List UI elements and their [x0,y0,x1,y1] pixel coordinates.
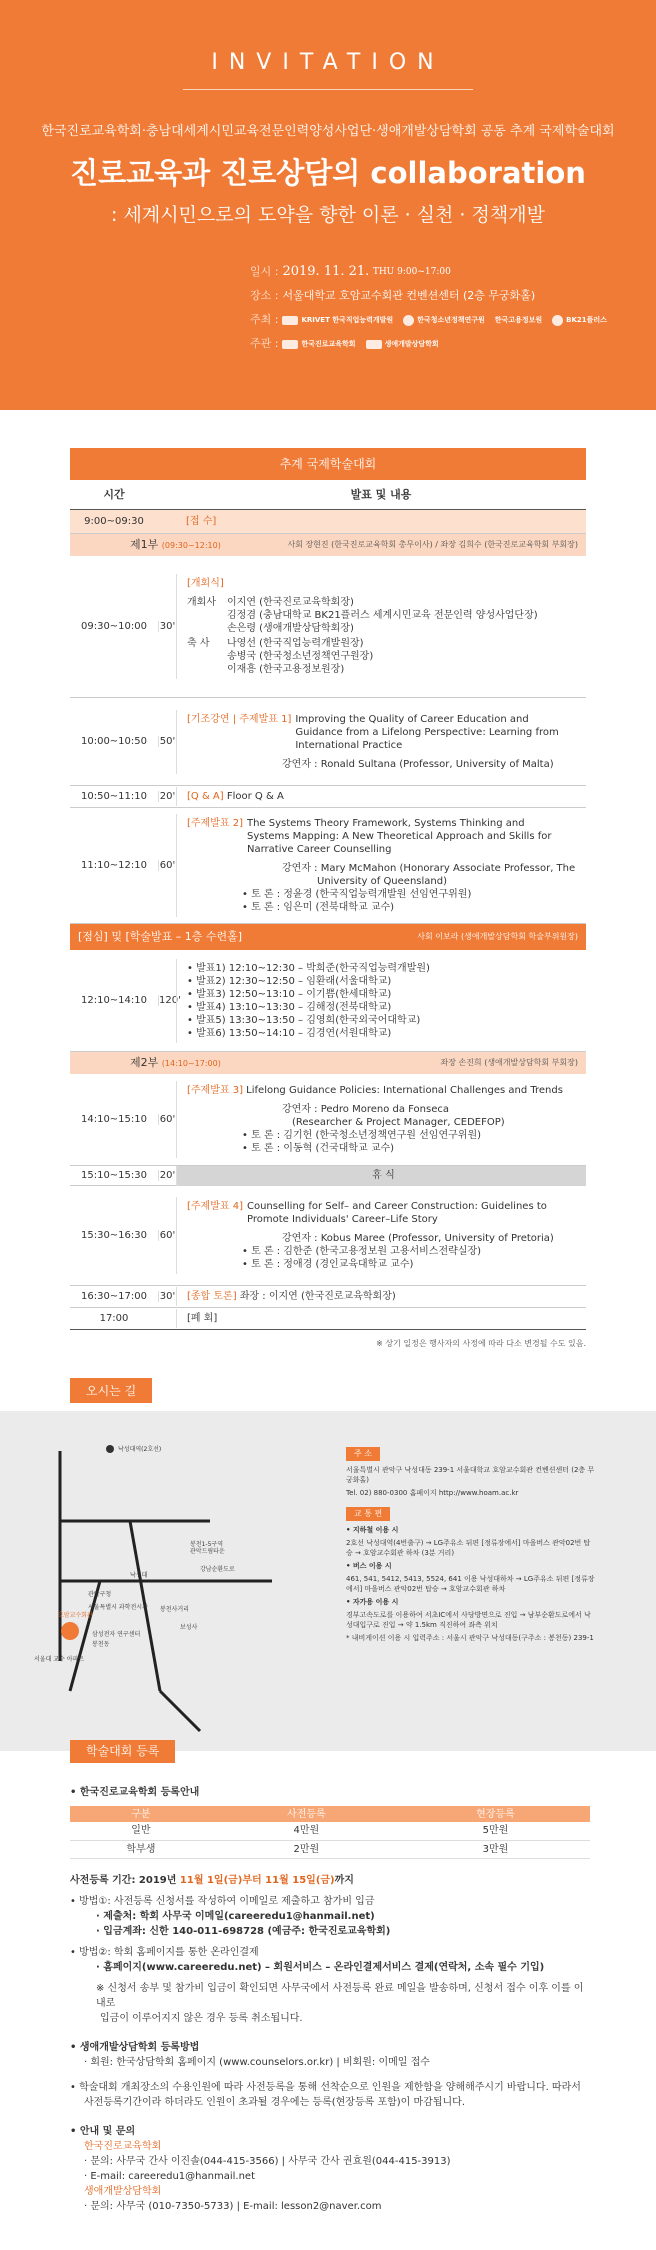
text: 사전등록 [212,1806,401,1822]
table-header [70,480,586,510]
text: 14:10~15:10 [80,1114,147,1125]
text: 16:30~17:00 [80,1291,147,1302]
text: 15:10~15:30 [80,1170,147,1181]
text: * 내비게이션 이용 시 입력주소 : 서울시 관악구 낙성대동(구주소 : 봉천동) 239-1 [346,1634,594,1642]
place-row [250,289,656,303]
map-label-station: 낙성대역(2호선) [118,1446,162,1453]
text: 강연자 : Mary McMahon (Honorary Associate Professor, The [282,863,576,874]
text: 생애개발상담학회 [84,2185,162,2197]
transport-heading: 교 통 편 [346,1507,390,1521]
period [70,1873,590,1888]
text: Promote Individuals' Career–Life Story [246,1214,438,1225]
text: 송병국 (한국청소년정책연구원장) [227,651,374,662]
text: 현장등록 [401,1806,590,1822]
date-row [250,265,656,279]
list-item: • 발표2) 12:30~12:50 – 임환래(서울대학교) [187,975,392,987]
text: 사회 이보라 (생애개발상담학회 학술부위원장) [417,932,578,941]
text: 10:00~10:50 [80,736,147,747]
map-label-samsung: 삼성전자 연구센터 [92,1631,141,1638]
directions-title: 오시는 길 [70,1378,152,1403]
address-contact: Tel. 02) 880-0300 홈페이지 http://www.hoam.ac.kr [346,1489,519,1497]
map-road [160,1691,200,1731]
list-item: • 발표1) 12:10~12:30 – 박희준(한국직업능력개발원) [187,962,430,974]
sponsor-label: 주최 : [250,313,279,326]
text: • 토 론 : 김한준 (한국고용정보원 고용서비스전략실장) [242,1246,482,1257]
text: International Practice [295,739,403,751]
text: ※ 신청서 송부 및 참가비 입금이 확인되면 사무국에서 사전등록 완료 메일을 발송하며, 신청서 접수 이후 이를 이내로 [96,1982,584,2009]
text: 60' [159,1230,176,1241]
text: 한국진로교육학회 [84,2140,162,2152]
table-row [70,1308,586,1330]
map-label-nakseongdae: 낙성대 [130,1572,148,1579]
col-time: 시간 [103,488,125,501]
text: 일반 [70,1822,212,1840]
host-logo [366,337,439,351]
text: • 토 론 : 김기헌 (한국청소년정책연구원 선임연구위원) [242,1130,482,1141]
text: 사전등록기간이라 하더라도 인원이 초과될 경우에는 등록(현장등록 포함)이 마감됩니다. [84,2096,465,2108]
directions-info [346,1441,596,1646]
map-label-crossroad: 봉천사거리 [160,1606,189,1613]
list-item: • 발표5) 13:30~13:50 – 김영희(한국외국어대학교) [187,1014,421,1026]
text: Counselling for Self– and Career Construction: Guidelines to [246,1201,547,1212]
text: 11:10~12:10 [80,860,147,871]
header-banner [0,0,656,410]
event-info [250,265,656,351]
text: 구분 [70,1806,212,1822]
map-label-gwanak: 봉천1-5구역 [190,1541,223,1548]
address-heading: 주 소 [346,1447,380,1461]
sponsor-logo [495,313,542,327]
text: (14:10~17:00) [161,1059,221,1068]
text: • 토 론 : 정애경 (경인교육대학교 교수) [242,1259,414,1270]
text: 12:10~14:10 [80,995,147,1006]
text: · 문의: 사무국 간사 이진솔(044-415-3566) | 사무국 간사 권효원(044-415-3913) [84,2155,451,2167]
text: 개회사 [187,597,216,608]
presentation-list [176,959,586,1043]
text: • 토 론 : 정윤경 (한국직업능력개발원 선임연구위원) [242,889,472,900]
text: [주제발표 2] [187,818,243,829]
text: 461, 541, 5412, 5413, 5524, 641 이용 낙성대하차 → LG주유소 뒤편 [정류장에서] 마을버스 관악02번 탑승 → 호암교수회관 하차 [346,1575,595,1593]
list-item: • 발표4) 13:10~13:30 – 김해정(전북대학교) [187,1001,392,1013]
logo-mark-icon [552,315,563,326]
host-label: 주관 : [250,337,279,350]
text: 50' [159,736,176,747]
text: · 입금계좌: 신한 140-011-698728 (예금주: 한국진로교육학회) [96,1925,391,1937]
text: 11월 1일(금)부터 11월 15일(금) [179,1874,335,1886]
location-map [34,1431,290,1731]
table-row [70,556,586,698]
text: 축 사 [187,638,210,649]
text: • 버스 이용 시 [346,1562,392,1570]
text: • 안내 및 문의 [70,2125,136,2137]
map-label-road: 강남순환도로 [200,1566,235,1573]
map-label-post: 봉천동 [92,1641,110,1648]
logo-mark-icon [282,316,298,325]
logo-mark-icon [282,340,298,349]
text: 20' [159,791,176,802]
text: BK21플러스 [566,316,607,324]
place-value: 서울대학교 호암교수회관 컨벤션센터 (2층 무궁화홀) [282,289,536,302]
text: 휴 식 [176,1166,586,1186]
text: 60' [159,860,176,871]
map-label-hoam: 호암교수회관 [58,1612,93,1619]
text: [주제발표 4] [187,1201,243,1212]
table-row [70,1074,586,1166]
date-value: 2019. 11. 21. [282,264,370,279]
text: 15:30~16:30 [80,1230,147,1241]
table-row [70,1822,590,1840]
sponsor-logo [403,313,485,327]
invitation-heading: INVITATION [211,50,445,75]
text: · 회원: 한국상담학회 홈페이지 (www.counselors.or.kr) | 비회원: 이메일 접수 [84,2056,430,2068]
text: 경부고속도로를 이용하여 서초IC에서 사당방면으로 진입 → 남부순환도로에서 낙성대입구로 진입 → 약 1.5km 직진하여 좌측 위치 [346,1611,591,1629]
host-logos [282,337,438,351]
text: 강연자 : Ronald Sultana (Professor, University of Malta) [282,758,554,770]
text: 나영선 (한국직업능력개발원장) [227,638,364,649]
text: 입금이 이루어지지 않은 경우 등록 취소됩니다. [100,2012,303,2024]
text: 김정겸 (충남대학교 BK21플러스 세계시민교육 전문인력 양성사업단장) [227,610,538,621]
text: 사전등록 기간: 2019년 [70,1874,177,1886]
table-row [70,808,586,924]
col-content: 발표 및 내용 [350,488,412,501]
table-row [70,510,586,534]
text: 제2부 [130,1056,159,1069]
text: • 토 론 : 임은미 (전북대학교 교수) [242,902,395,913]
main-title: 진로교육과 진로상담의 collaboration [70,156,586,190]
map-label-school: 보성사 [180,1624,198,1631]
map-label-office: 관악구청 [88,1591,112,1598]
text: • 학술대회 개최장소의 수용인원에 따라 사전등록을 통해 선착순으로 인원을 제한함을 양해해주시기 바랍니다. 따라서 [70,2081,581,2093]
text: 까지 [334,1874,354,1886]
text: 좌장 : 이지연 (한국진로교육학회장) [239,1291,396,1302]
divider [183,89,473,90]
registration-title: 학술대회 등록 [70,1740,175,1763]
text: Lifelong Guidance Policies: International Challenges and Trends [246,1085,563,1096]
hoam-marker-icon [61,1622,79,1640]
text: KRIVET 한국직업능력개발원 [301,316,394,324]
map-road [60,1451,272,1581]
place-label: 장소 : [250,289,279,302]
text: (09:30~12:10) [161,541,221,550]
host-row [250,337,656,351]
text: 사회 장현진 (한국진로교육학회 총무이사) / 좌장 김희수 (한국진로교육학회 부회장) [287,540,578,549]
text: 17:00 [99,1313,129,1324]
text: • 토 론 : 이동혁 (건국대학교 교수) [242,1143,395,1154]
map-band [0,1411,656,1751]
text: 강연자 : Pedro Moreno da Fonseca [282,1104,449,1115]
text: Guidance from a Lifelong Perspective: Learning from [295,726,559,738]
list-item: • 발표6) 13:50~14:10 – 김경연(서원대학교) [187,1027,392,1039]
session-1-bar [70,534,586,556]
table-row [70,786,586,808]
text: 학부생 [70,1840,212,1858]
text: · 홈페이지(www.careeredu.net) – 회원서비스 – 온라인결제서비스 결제(연락처, 소속 필수 기입) [96,1961,545,1973]
text: 30' [159,1291,176,1302]
text: · 문의: 사무국 (010-7350-5733) | E-mail: lesson2@naver.com [84,2200,382,2212]
text: 60' [159,1114,176,1125]
text: [종합 토론] [187,1291,237,1302]
sponsor-logos [282,313,606,327]
fee-table [70,1806,590,1859]
text: 2만원 [212,1840,401,1858]
kscs-title: • 한국진로교육학회 등록안내 [70,1787,200,1798]
station-marker [106,1445,114,1453]
text: [기조강연 | 주제발표 1] [187,713,292,725]
date-label: 일시 : [250,265,279,278]
sponsor-logo [552,313,607,327]
text: 한국진로교육학회 [301,340,356,348]
address-text: 서울특별시 관악구 낙성대동 239-1 서울대학교 호암교수회관 컨벤션센터 (2층 무궁화홀) [346,1466,595,1484]
date-suffix: THU 9:00~17:00 [372,267,451,277]
text: [주제발표 3] [187,1085,243,1096]
text: Systems Mapping: A New Theoretical Approach and Skills for [246,831,552,842]
table-row [70,1166,586,1186]
text: 9:00~09:30 [84,516,144,527]
text: 20' [159,1170,176,1181]
text: 이지연 (한국진로교육학회장) [227,597,354,608]
logo-mark-icon [366,340,382,349]
text: Improving the Quality of Career Education and [295,713,529,725]
lunch-bar [70,924,586,950]
logo-mark-icon [403,315,414,326]
text: 제1부 [130,538,159,551]
text: [개회식] [187,578,224,589]
text: 한국고용정보원 [494,316,543,324]
map-label-gate: 서울대 교수 아파트 [34,1656,85,1663]
registration-section [70,1740,590,2214]
text: 09:30~10:00 [80,621,147,632]
text: · 제출처: 학회 사무국 이메일(careeredu1@hanmail.net) [96,1910,375,1922]
table-row [70,698,586,786]
session-2-bar [70,1052,586,1074]
text: 좌장 손진희 (생애개발상담학회 부회장) [440,1058,578,1067]
text: 5만원 [401,1822,590,1840]
text: • 방법①: 사전등록 신청서를 작성하여 이메일로 제출하고 참가비 입금 [70,1895,375,1907]
list-item: • 발표3) 12:50~13:10 – 이기쁨(한세대학교) [187,988,392,1000]
table-row [70,1186,586,1286]
sponsor-row [250,313,656,327]
table-row [70,1286,586,1308]
text: • 생애개발상담학회 등록방법 [70,2041,200,2053]
text: 120' [159,995,181,1006]
text: 한국청소년정책연구원 [417,316,485,324]
directions-section [0,1378,656,1751]
text: 10:50~11:10 [80,791,147,802]
text: Narrative Career Counselling [246,844,392,855]
text: 생애개발상담학회 [384,340,439,348]
text: • 자가용 이용 시 [346,1598,399,1606]
text: (Researcher & Project Manager, CEDEFOP) [292,1117,505,1128]
text: • 방법②: 학회 홈페이지를 통한 온라인결제 [70,1946,259,1958]
host-logo [282,337,355,351]
text: [Q & A] [187,791,224,802]
text: Floor Q & A [226,791,284,802]
text: [점심] 및 [학술발표 – 1층 수련홀] [78,930,243,943]
sponsor-logo [282,313,393,327]
table-row [70,1840,590,1858]
text: 3만원 [401,1840,590,1858]
text: 손은령 (생애개발상담학회장) [227,623,354,634]
text: 2호선 낙성대역(4번출구) → LG주유소 뒤편 [정류장에서] 마을버스 관악02번 탑승 → 호암교수회관 하차 (3분 거리) [346,1539,591,1557]
schedule-note: ※ 상기 일정은 행사자의 사정에 따라 다소 변경될 수도 있음. [376,1339,586,1348]
text: [폐 회] [176,1309,586,1328]
text: The Systems Theory Framework, Systems Thinking and [246,818,525,829]
text: 이재흥 (한국고용정보원장) [227,664,345,675]
map-label-gwanak-apt: 관악드림타운 [190,1548,225,1555]
pre-title: 한국진로교육학회·충남대세계시민교육전문인력양성사업단·생애개발상담학회 공동 추계 국제학술대회 [41,124,615,139]
program-title: 추계 국제학술대회 [70,448,586,480]
text: • 지하철 이용 시 [346,1526,399,1534]
text: · E-mail: careeredu1@hanmail.net [84,2170,255,2182]
text: 강연자 : Kobus Maree (Professor, University of Pretoria) [282,1233,554,1244]
sub-title: : 세계시민으로의 도약을 향한 이론 · 실천 · 정책개발 [111,204,545,226]
program-table [70,448,586,1349]
text: [접 수] [186,516,217,527]
map-label-seoul-univ: 서울특별시 과학전시관 [88,1604,148,1611]
text: 4만원 [212,1822,401,1840]
text: 30' [159,621,176,632]
text: University of Queensland) [317,876,447,887]
table-row [70,950,586,1052]
